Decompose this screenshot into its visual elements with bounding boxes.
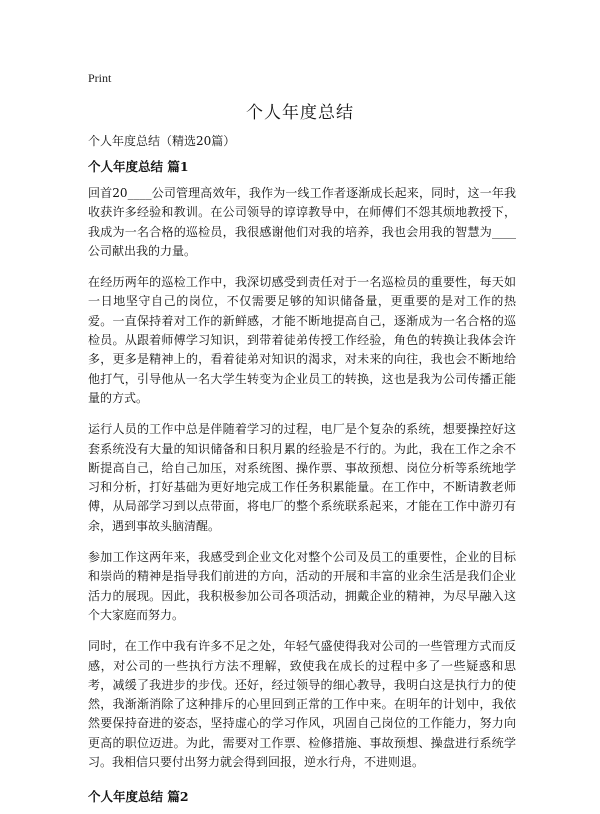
paragraph-1: 回首20____公司管理高效年，我作为一线工作者逐渐成长起来，同时，这一年我收获许多经验和教训。在公司领导的谆谆教导中，在师傅们不怨其烦地教授下，我成为一名合格的巡检员，我很感谢他们对我的培养，我也会用我的智慧为____公司献出我的力量。 <box>88 186 516 258</box>
paragraph-4: 参加工作这两年来，我感受到企业文化对整个公司及员工的重要性，企业的目标和崇尚的精神是指导我们前进的方向，活动的开展和丰富的业余生活是我们企业活力的展现。因此，我积极参加公司各项活动，拥戴企业的精神，为尽早融入这个大家庭而努力。 <box>88 550 516 622</box>
paragraph-2: 在经历两年的巡检工作中，我深切感受到责任对于一名巡检员的重要性，每天如一日地坚守自己的岗位，不仅需要足够的知识储备量，更重要的是对工作的热爱。一直保持着对工作的新鲜感，才能不断地提高自己，逐渐成为一名合格的巡检员。从跟着师傅学习知识，到带着徒弟传授工作经验，角色的转换让我体会许多，更多是精神上的，看着徒弟对知识的渴求，对未来的向往，我也会不断地给他打气，引导他从一名大学生转变为企业员工的转换，这也是我为公司传播正能量的方式。 <box>88 275 516 405</box>
paragraph-5: 同时，在工作中我有许多不足之处，年轻气盛使得我对公司的一些管理方式而反感，对公司的一些执行方法不理解，致使我在成长的过程中多了一些疑惑和思考，减缓了我进步的步伐。还好，经过领导的细心教导，我明白这是执行力的使然，我渐渐消除了这种排斥的心里回到正常的工作中来。在明年的计划中，我依然要保持奋进的姿态，坚持虚心的学习作风，巩固自己岗位的工作能力，努力向更高的职位迈进。为此，需要对工作票、检修措施、事故预想、操盘进行系统学习。我相信只要付出努力就会得到回报，逆水行舟，不进则退。 <box>88 639 516 770</box>
section-heading-1: 个人年度总结 篇1 <box>88 159 189 174</box>
paragraph-3: 运行人员的工作中总是伴随着学习的过程，电厂是个复杂的系统，想要操控好这套系统没有大量的知识储备和日积月累的经验是不行的。为此，我在工作之余不断提高自己，给自己加压，对系统图、操作票、事故预想、岗位分析等系统地学习和分析，打好基础为更好地完成工作任务积累能量。在工作中，不断请教老师傅，从局部学习到以点带面，将电厂的整个系统联系起来，才能在工作中游刃有余，遇到事故头脑清醒。 <box>88 422 516 533</box>
print-label: Print <box>88 71 112 85</box>
document-subtitle: 个人年度总结（精选20篇） <box>88 134 236 148</box>
document-title: 个人年度总结 <box>246 103 354 123</box>
document-body <box>88 158 516 814</box>
section-heading-2: 个人年度总结 篇2 <box>88 789 189 805</box>
